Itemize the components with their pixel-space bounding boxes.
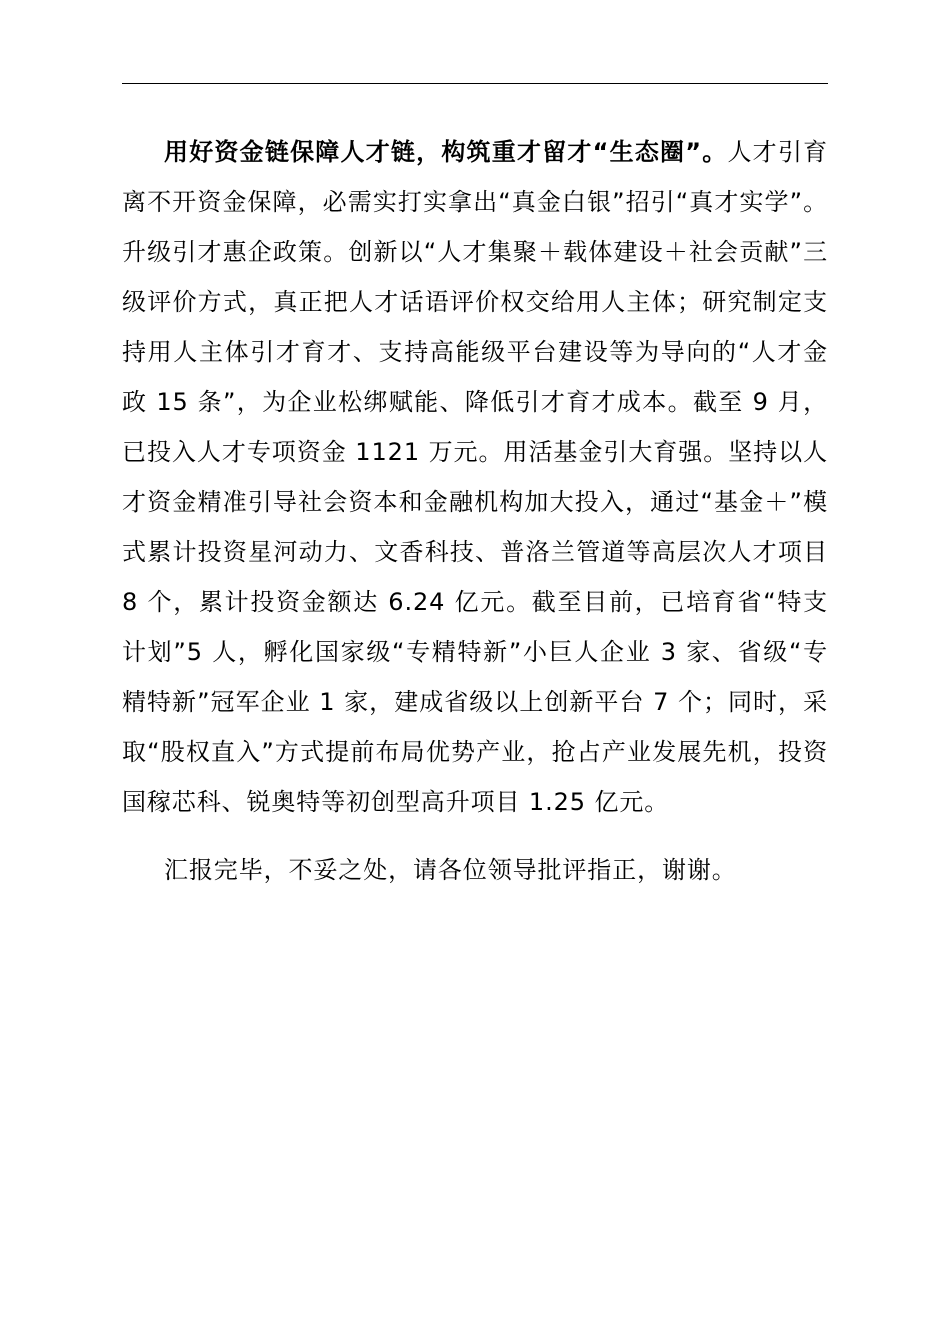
paragraph-text: 人才引育离不开资金保障，必需实打实拿出“真金白银”招引“真才实学”。升级引才惠企政策。创新以“人才集聚＋载体建设＋社会贡献”三级评价方式，真正把人才话语评价权交给用人主体；研究制定支持用人主体引才育才、支持高能级平台建设等为导向的“人才金政 15 条”，为企业松绑赋能、降低引才育才成本。截至 9 月，已投入人才专项资金 1121 万元。用活基金引大育强。坚持以人才资金精准引导社会资本和金融机构加大投入，通过“基金＋”模式累计投资星河动力、文香科技、普洛兰管道等高层次人才项目 8 个，累计投资金额达 6.24 亿元。截至目前，已培育省“特支计划”5 人，孵化国家级“专精特新”小巨人企业 3 家、省级“专精特新”冠军企业 1 家，建成省级以上创新平台 7 个；同时，采取“股权直入”方式提前布局优势产业，抢占产业发展先机，投资国稼芯科、锐奥特等初创型高升项目 1.25 亿元。 bbox=[122, 138, 828, 816]
paragraph-text: 汇报完毕，不妥之处，请各位领导批评指正，谢谢。 bbox=[164, 856, 737, 884]
header-rule bbox=[122, 83, 828, 84]
paragraph-lead: 用好资金链保障人才链，构筑重才留才“生态圈”。 bbox=[164, 138, 728, 166]
document-body bbox=[122, 127, 828, 895]
paragraph-closing bbox=[122, 845, 828, 895]
paragraph-talent-funding bbox=[122, 127, 828, 827]
